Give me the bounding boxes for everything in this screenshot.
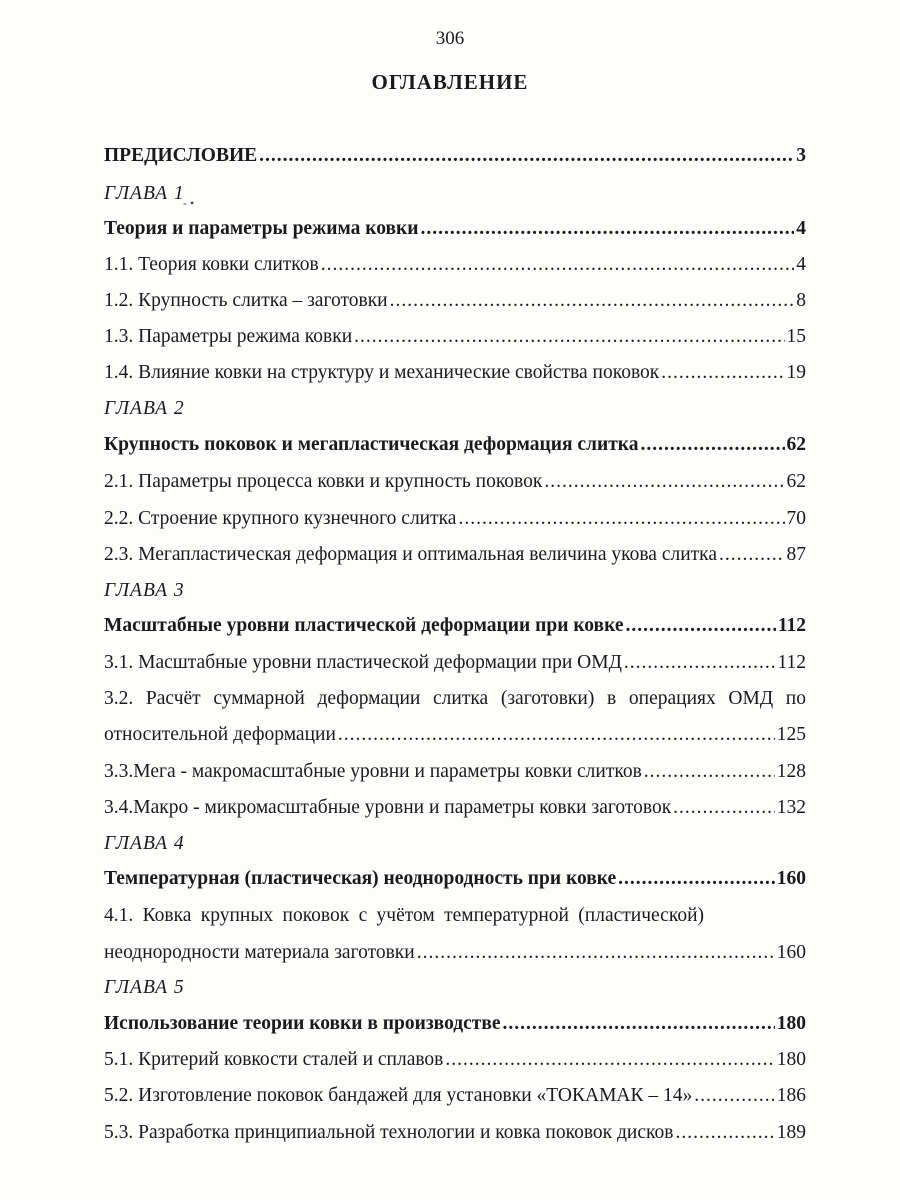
toc-entry-section[interactable] bbox=[104, 326, 806, 354]
toc-entry-section[interactable] bbox=[104, 652, 806, 680]
toc-entry-label: 5.3. Разработка принципиальной технологии и ковка поковок дисков bbox=[104, 1122, 674, 1143]
dot-leader bbox=[503, 1013, 775, 1035]
toc-entry-chapter-title[interactable] bbox=[104, 434, 806, 462]
toc-entry-preface[interactable] bbox=[104, 145, 806, 173]
dot-leader bbox=[259, 145, 794, 167]
toc-entry-section[interactable] bbox=[104, 1049, 806, 1077]
toc-entry-page: 15 bbox=[786, 326, 806, 347]
toc-entry-label: относительной деформации bbox=[104, 724, 336, 745]
dot-leader bbox=[354, 326, 784, 348]
dot-leader bbox=[694, 1085, 774, 1107]
chapter-heading: ГЛАВА 4 bbox=[104, 833, 185, 854]
dot-leader bbox=[544, 471, 784, 493]
toc-entry-page: 62 bbox=[786, 471, 806, 492]
toc-entry-label: ПРЕДИСЛОВИЕ bbox=[104, 145, 258, 166]
toc-entry-section[interactable] bbox=[104, 942, 806, 970]
toc-entry-page: 128 bbox=[776, 761, 806, 782]
toc-entry-page: 186 bbox=[776, 1085, 806, 1106]
toc-entry-label: 1.2. Крупность слитка – заготовки bbox=[104, 290, 388, 311]
toc-entry-section[interactable] bbox=[104, 724, 806, 752]
toc-entry-page: 70 bbox=[786, 508, 806, 529]
toc-entry-section[interactable] bbox=[104, 544, 806, 572]
toc-entry-page: 8 bbox=[796, 290, 806, 311]
toc-entry-label: 1.1. Теория ковки слитков bbox=[104, 254, 319, 275]
toc-entry-page: 160 bbox=[776, 942, 806, 963]
toc-entry-label: 2.2. Строение крупного кузнечного слитка bbox=[104, 508, 457, 529]
dot-leader bbox=[390, 290, 795, 312]
toc-entry-chapter-title[interactable] bbox=[104, 218, 806, 246]
toc-entry-label: Температурная (пластическая) неоднородность при ковке bbox=[104, 868, 617, 889]
toc-entry-page: 4 bbox=[796, 218, 806, 239]
toc-entry-label: 3.4.Макро - микромасштабные уровни и параметры ковки заготовок bbox=[104, 797, 672, 818]
dot-leader bbox=[673, 797, 775, 819]
toc-entry-chapter-title[interactable] bbox=[104, 615, 806, 643]
stray-mark: - • bbox=[183, 196, 195, 210]
toc-entry-page: 4 bbox=[796, 254, 806, 275]
toc-entry-page: 180 bbox=[776, 1049, 806, 1070]
toc-entry-page: 19 bbox=[786, 362, 806, 383]
dot-leader bbox=[624, 652, 776, 674]
dot-leader bbox=[618, 868, 775, 890]
toc-entry-section[interactable] bbox=[104, 508, 806, 536]
toc-entry-page: 180 bbox=[776, 1013, 806, 1034]
toc-entry-section[interactable] bbox=[104, 1085, 806, 1113]
toc-entry-page: 112 bbox=[777, 615, 806, 636]
toc-entry-section-line1[interactable]: 4.1. Ковка крупных поковок с учётом температурной (пластической) bbox=[104, 905, 704, 926]
toc-entry-chapter-title[interactable] bbox=[104, 1013, 806, 1041]
dot-leader bbox=[626, 615, 776, 637]
dot-leader bbox=[641, 434, 785, 456]
dot-leader bbox=[338, 724, 775, 746]
toc-entry-label: Использование теории ковки в производстве bbox=[104, 1013, 501, 1034]
toc-entry-label: 5.1. Критерий ковкости сталей и сплавов bbox=[104, 1049, 444, 1070]
toc-entry-page: 112 bbox=[777, 652, 806, 673]
dot-leader bbox=[445, 1049, 774, 1071]
page-title: ОГЛАВЛЕНИЕ bbox=[371, 70, 529, 94]
toc-entry-label: 3.1. Масштабные уровни пластической деформации при ОМД bbox=[104, 652, 622, 673]
chapter-heading: ГЛАВА 2 bbox=[104, 398, 185, 419]
toc-entry-chapter-title[interactable] bbox=[104, 868, 806, 896]
toc-entry-label: 3.3.Мега - макромасштабные уровни и параметры ковки слитков bbox=[104, 761, 642, 782]
toc-entry-section[interactable] bbox=[104, 1122, 806, 1150]
toc-entry-section[interactable] bbox=[104, 254, 806, 282]
toc-entry-label: Крупность поковок и мегапластическая деформация слитка bbox=[104, 434, 639, 455]
toc-entry-label: 2.1. Параметры процесса ковки и крупность поковок bbox=[104, 471, 543, 492]
toc-entry-section[interactable] bbox=[104, 761, 806, 789]
toc-entry-section[interactable] bbox=[104, 471, 806, 499]
toc-entry-page: 160 bbox=[776, 868, 806, 889]
dot-leader bbox=[420, 218, 794, 240]
chapter-heading: ГЛАВА 5 bbox=[104, 977, 185, 998]
dot-leader bbox=[661, 362, 784, 384]
dot-leader bbox=[719, 544, 784, 566]
toc-entry-page: 62 bbox=[786, 434, 806, 455]
toc-entry-label: Масштабные уровни пластической деформации при ковке bbox=[104, 615, 624, 636]
dot-leader bbox=[321, 254, 795, 276]
toc-entry-page: 87 bbox=[786, 544, 806, 565]
dot-leader bbox=[417, 942, 775, 964]
toc-entry-section[interactable] bbox=[104, 362, 806, 390]
dot-leader bbox=[458, 508, 784, 530]
toc-entry-label: неоднородности материала заготовки bbox=[104, 942, 415, 963]
toc-entry-page: 132 bbox=[776, 797, 806, 818]
toc-entry-label: Теория и параметры режима ковки bbox=[104, 218, 419, 239]
chapter-heading: ГЛАВА 3 bbox=[104, 580, 185, 601]
toc-entry-label: 2.3. Мегапластическая деформация и оптимальная величина укова слитка bbox=[104, 544, 718, 565]
toc-entry-page: 3 bbox=[796, 145, 806, 166]
toc-entry-page: 125 bbox=[776, 724, 806, 745]
page-number: 306 bbox=[435, 28, 465, 49]
dot-leader bbox=[644, 761, 775, 783]
toc-entry-page: 189 bbox=[776, 1122, 806, 1143]
toc-entry-label: 1.4. Влияние ковки на структуру и механические свойства поковок bbox=[104, 362, 660, 383]
chapter-heading: ГЛАВА 1 bbox=[104, 183, 185, 204]
toc-entry-section-line1[interactable]: 3.2. Расчёт суммарной деформации слитка (заготовки) в операциях ОМД по bbox=[104, 688, 806, 709]
dot-leader bbox=[675, 1122, 774, 1144]
toc-entry-label: 5.2. Изготовление поковок бандажей для установки «ТОКАМАК – 14» bbox=[104, 1085, 693, 1106]
toc-entry-section[interactable] bbox=[104, 797, 806, 825]
toc-entry-section[interactable] bbox=[104, 290, 806, 318]
toc-entry-label: 1.3. Параметры режима ковки bbox=[104, 326, 353, 347]
